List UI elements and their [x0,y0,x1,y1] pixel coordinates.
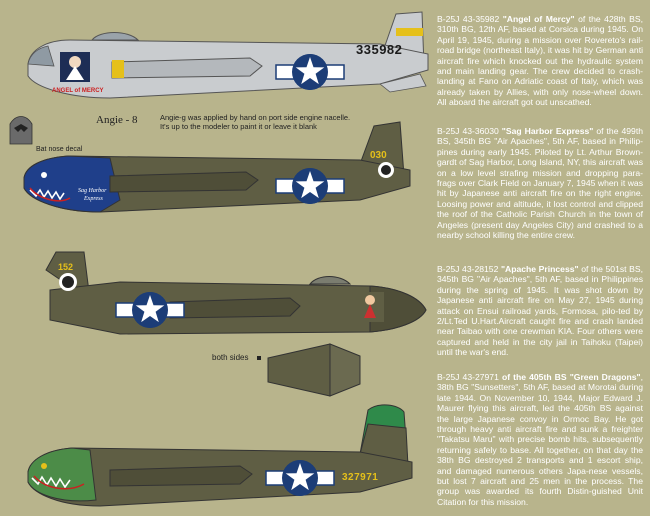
bat-decal-label: Bat nose decal [36,146,83,153]
serial-marking-3: 152 [58,262,74,272]
aircraft-2-description [437,126,643,240]
aircraft-4-profile [28,405,412,506]
svg-text:Express: Express [84,196,103,202]
aircraft-4-description [437,372,643,507]
both-sides-label: both sides [212,353,249,362]
aircraft-3-profile [46,252,426,334]
angie-note [160,113,350,131]
aircraft-4-name: of the 405th BS "Green Dragons" [501,372,641,382]
aircraft-3-serial: B-25J 43-28152 [437,264,501,274]
serial-marking-4: 327971 [342,472,379,483]
aircraft-2-serial: B-25J 43-36030 [437,126,502,136]
aircraft-1-body: of the 428th BS, 310th BG, 12th AF, based at Corsica during 1945. On April 19, 1945, during a mission over Rovereto's rail-road bridge (northeast Italy), it was hit by German anti aircraft fire which knocked out the hydraulic system and main landing gear. The crew decided to crash-landing at Fano on Adriatic coast of Italy, which was already taken by Allies, with only nose-wheel down. All aboard the aircraft got out unscathed. [437,14,643,108]
svg-text:ANGEL of MERCY: ANGEL of MERCY [52,88,104,94]
aircraft-2-body: of the 499th BS, 345th BG "Air Apaches", 5th AF, based in Philip-pines during early 1945. Piloted by Lt. Arthur Brown-gardt of Sag Harbor, Long Island, NY, this aircraft was on a low level strafing mission and dropping para-frags over Clark Field on January 7, 1945 when it was hit by Japanese anti aircraft fire on the right engine. Loosing power and altitude, it lost control and clipped the roof of the Catholic Parish Church in the town of Angeles (present day Angeles City) and crashed to a nearby school killing the entire crew. [437,126,643,241]
angie-note-line-1: Angie-g was applied by hand on port side engine nacelle. [160,113,351,122]
aircraft-1-serial: B-25J 43-35982 [437,14,503,24]
angie-note-line-2: It's up to the modeler to paint it or leave it blank [160,122,317,131]
aircraft-1-name: "Angel of Mercy" [502,14,575,24]
aircraft-3-name: "Apache Princess" [500,264,579,274]
serial-marking-1: 335982 [356,42,403,57]
angie-label: Angie - 8 [96,114,138,126]
aircraft-4-serial: B-25J 43-27971 [437,372,502,382]
aircraft-2-name: "Sag Harbor Express" [501,126,594,136]
aircraft-4-body: , 38th BG "Sunsetters", 5th AF, based at Morotai during late 1944. On November 10, 1944, Major Edward J. Maurer flying this aircraft, led the 405th BS against the large Japanese convoy in Ormoc Bay. He got through heavy anti aircraft fire and sunk a freighter "Takatsu Maru" with precise bomb hits, subsequently returning safely to base. All together, on that day the 38th BG destroyed 2 transports and 1 escort ship, and damaged numerous others Japa-nese vessels, but lost 7 aircraft and 25 men in the process. The group was awarded its fourth Distin-guished Unit Citation for this mission. [437,372,644,507]
aircraft-3-body: of the 501st BS, 345th BG "Air Apaches", 5th AF, based in Philippines during the spring of 1945. It was shot down by Japanese anti aircraft fire on May 27, 1945 during attack on Ensui railroad yards, Formosa, pilo-ted by 2/Lt.Ted U.Hart.Aircraft caught fire and crash landed near Taibao with one crewman KIA. Four others were captured and held in the city jail in Taihoku (Taipei) until the war's end. [437,264,643,358]
serial-marking-2: 030 [370,150,387,161]
aircraft-1-description [437,14,643,108]
svg-text:Sag Harbor: Sag Harbor [78,188,107,194]
aircraft-3-description [437,264,643,358]
both-sides-fin [257,344,360,396]
